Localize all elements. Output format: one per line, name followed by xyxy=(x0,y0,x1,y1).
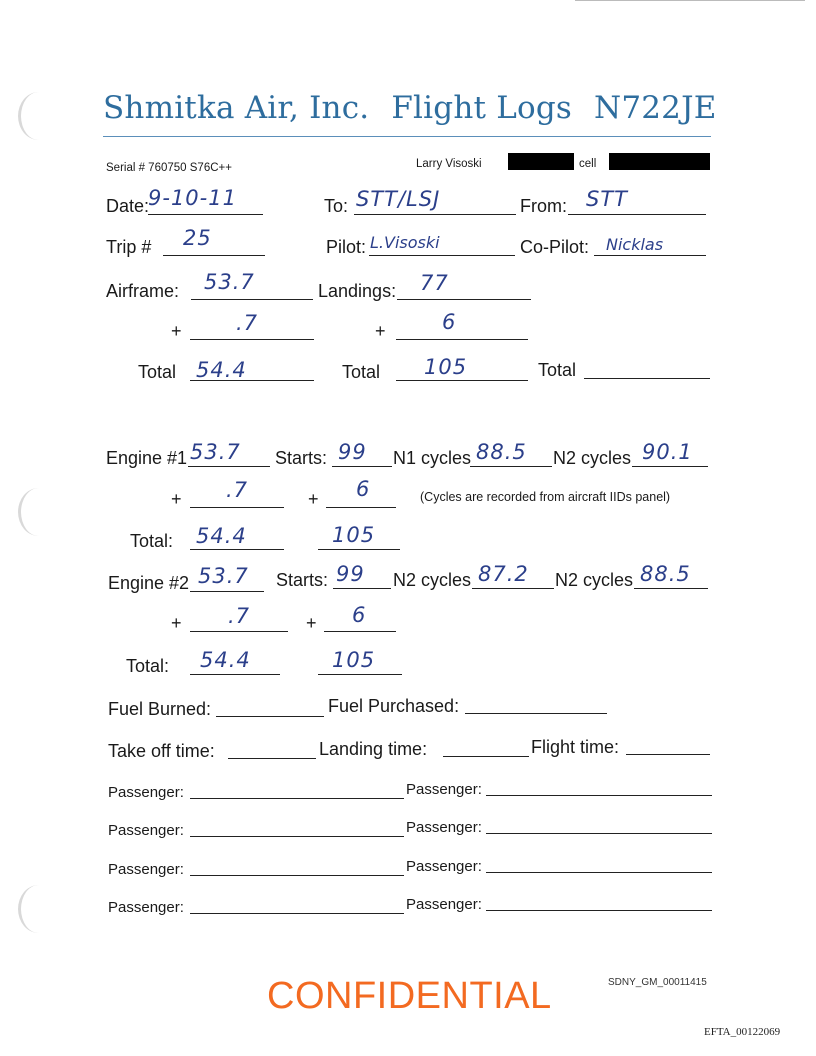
passenger-line xyxy=(486,833,712,834)
punch-hole-bottom xyxy=(18,885,59,933)
n2-cycles-label: N2 cycles xyxy=(553,448,632,468)
copilot-value: Nicklas xyxy=(606,235,664,254)
tail-number: N722JE xyxy=(594,90,717,126)
plus-sign: + xyxy=(171,613,182,633)
engine2-n2b-line xyxy=(634,588,708,589)
engine2-n2a-line xyxy=(472,588,554,589)
copilot-line xyxy=(594,255,706,256)
passenger-label: Passenger: xyxy=(406,819,482,836)
engine1-add-hours-value: .7 xyxy=(226,478,249,502)
engine2-starts-value: 99 xyxy=(336,562,365,586)
redaction-box xyxy=(508,153,574,170)
cell-label: cell xyxy=(579,158,597,170)
landings-line xyxy=(397,299,531,300)
landings-total-value: 105 xyxy=(424,355,468,379)
engine2-total-hours-value: 54.4 xyxy=(200,648,251,672)
scan-edge-line xyxy=(575,0,805,1)
engine1-n1-line xyxy=(470,466,552,467)
passenger-label: Passenger: xyxy=(108,822,184,839)
from-label: From: xyxy=(520,196,567,216)
landings-add-line xyxy=(396,339,528,340)
plus-sign: + xyxy=(308,489,319,509)
airframe-add-line xyxy=(190,339,314,340)
engine2-total-starts-line xyxy=(318,674,402,675)
engine2-starts-line xyxy=(333,588,391,589)
fuel-purchased-label: Fuel Purchased: xyxy=(328,696,460,716)
punch-hole-middle xyxy=(18,488,59,536)
airframe-total-value: 54.4 xyxy=(196,358,247,382)
fuel-burned-label: Fuel Burned: xyxy=(108,699,212,719)
engine1-n2-value: 90.1 xyxy=(642,440,693,464)
engine2-add-starts-value: 6 xyxy=(352,603,367,627)
engine1-total-hours-line xyxy=(190,549,284,550)
engine1-n1-value: 88.5 xyxy=(476,440,527,464)
airframe-label: Airframe: xyxy=(106,281,180,301)
plus-sign: + xyxy=(171,321,182,341)
passenger-line xyxy=(190,836,404,837)
airframe-value: 53.7 xyxy=(204,270,255,294)
passenger-line xyxy=(486,910,712,911)
engine1-add-starts-value: 6 xyxy=(356,477,371,501)
plus-sign: + xyxy=(375,321,386,341)
efta-number: EFTA_00122069 xyxy=(704,1026,781,1038)
passenger-line xyxy=(190,875,404,876)
passenger-line xyxy=(486,795,712,796)
date-line xyxy=(148,214,263,215)
engine1-add-hours-line xyxy=(190,507,284,508)
cycles-note: (Cycles are recorded from aircraft IIDs panel) xyxy=(420,490,671,504)
document-title: Flight Logs xyxy=(391,90,573,126)
company-name: Shmitka Air, Inc. xyxy=(103,90,370,126)
passenger-label: Passenger: xyxy=(108,861,184,878)
flight-time-line xyxy=(626,754,710,755)
from-value: STT xyxy=(586,187,628,211)
flight-time-label: Flight time: xyxy=(531,737,620,757)
engine1-n2-line xyxy=(632,466,708,467)
takeoff-time-line xyxy=(228,758,316,759)
passenger-label: Passenger: xyxy=(406,781,482,798)
engine2-total-hours-line xyxy=(190,674,280,675)
total-label: Total xyxy=(138,362,177,382)
n1-cycles-label: N1 cycles xyxy=(393,448,472,468)
passenger-label: Passenger: xyxy=(108,784,184,801)
trip-value: 25 xyxy=(183,226,212,250)
n2-cycles-label: N2 cycles xyxy=(555,570,634,590)
engine1-total-starts-value: 105 xyxy=(332,523,376,547)
total-colon-label: Total: xyxy=(130,531,174,551)
to-value: STT/LSJ xyxy=(356,187,441,211)
airframe-add-value: .7 xyxy=(236,311,259,335)
trip-line xyxy=(163,255,265,256)
airframe-line xyxy=(191,299,313,300)
to-line xyxy=(354,214,516,215)
engine1-total-hours-value: 54.4 xyxy=(196,524,247,548)
engine2-n2b-value: 88.5 xyxy=(640,562,691,586)
starts-label: Starts: xyxy=(276,570,329,590)
engine1-total-starts-line xyxy=(318,549,400,550)
engine1-add-starts-line xyxy=(326,507,396,508)
from-line xyxy=(568,214,706,215)
engine2-add-hours-value: .7 xyxy=(228,604,251,628)
landing-time-label: Landing time: xyxy=(319,739,428,759)
landings-label: Landings: xyxy=(318,281,397,301)
total-label: Total xyxy=(342,362,381,382)
engine2-hours-line xyxy=(190,591,264,592)
total-colon-label: Total: xyxy=(126,656,170,676)
engine2-n2a-value: 87.2 xyxy=(478,562,529,586)
starts-label: Starts: xyxy=(275,448,328,468)
serial-number: Serial # 760750 S76C++ xyxy=(106,162,232,174)
engine1-hours-line xyxy=(188,466,270,467)
date-label: Date: xyxy=(106,196,150,216)
redaction-box xyxy=(609,153,710,170)
total-label: Total xyxy=(538,360,577,380)
trip-label: Trip # xyxy=(106,237,152,257)
n2-cycles-label: N2 cycles xyxy=(393,570,472,590)
engine2-add-hours-line xyxy=(190,631,288,632)
engine1-hours-value: 53.7 xyxy=(190,440,241,464)
pilot-name-header: Larry Visoski xyxy=(416,158,482,170)
engine1-label: Engine #1 xyxy=(106,448,188,468)
pilot-line xyxy=(369,255,515,256)
plus-sign: + xyxy=(306,613,317,633)
engine2-hours-value: 53.7 xyxy=(198,564,249,588)
engine2-label: Engine #2 xyxy=(108,573,190,593)
landings-total-line xyxy=(396,380,528,381)
takeoff-time-label: Take off time: xyxy=(108,741,215,761)
landings-value: 77 xyxy=(420,271,449,295)
fuel-purchased-line xyxy=(465,713,607,714)
punch-hole-top xyxy=(18,92,59,140)
bates-number: SDNY_GM_00011415 xyxy=(608,977,707,988)
passenger-label: Passenger: xyxy=(406,858,482,875)
plus-sign: + xyxy=(171,489,182,509)
engine2-add-starts-line xyxy=(324,631,396,632)
landing-time-line xyxy=(443,756,529,757)
engine2-total-starts-value: 105 xyxy=(332,648,376,672)
date-value: 9-10-11 xyxy=(148,186,237,210)
to-label: To: xyxy=(324,196,349,216)
landings-add-value: 6 xyxy=(442,310,457,334)
passenger-label: Passenger: xyxy=(406,896,482,913)
total-line-blank xyxy=(584,378,710,379)
engine1-starts-value: 99 xyxy=(338,440,367,464)
title-rule xyxy=(103,136,711,137)
passenger-line xyxy=(486,872,712,873)
pilot-label: Pilot: xyxy=(326,237,367,257)
passenger-line xyxy=(190,798,404,799)
fuel-burned-line xyxy=(216,716,324,717)
pilot-value: L.Visoski xyxy=(370,233,440,252)
copilot-label: Co-Pilot: xyxy=(520,237,590,257)
passenger-line xyxy=(190,913,404,914)
engine1-starts-line xyxy=(332,466,392,467)
page-title xyxy=(103,90,717,126)
confidential-stamp: CONFIDENTIAL xyxy=(267,975,552,1017)
passenger-label: Passenger: xyxy=(108,899,184,916)
